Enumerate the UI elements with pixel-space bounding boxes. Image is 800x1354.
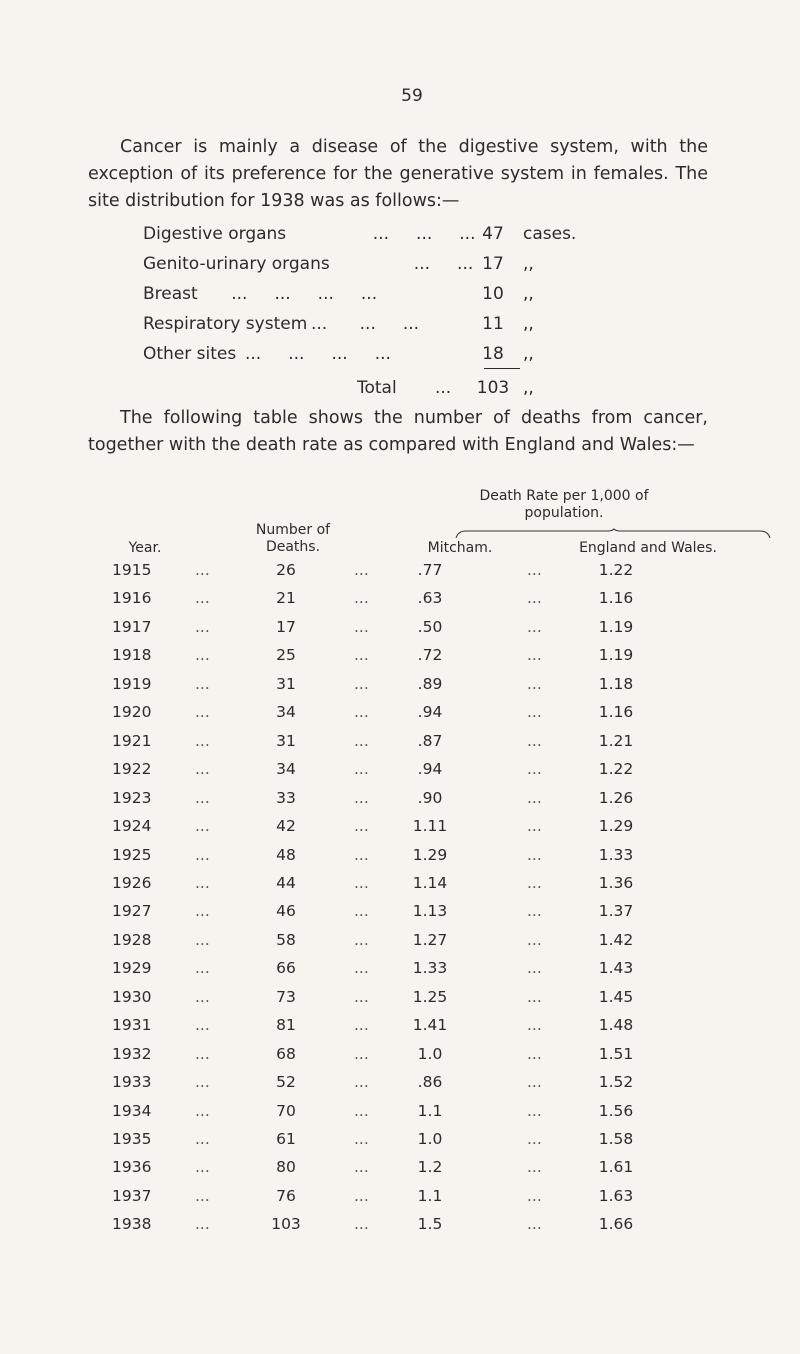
- mitcham-rate-cell: .77: [417, 561, 443, 579]
- leader-dots: ... ... ... ...: [245, 344, 391, 364]
- year-cell: 1932: [112, 1044, 152, 1063]
- england-wales-rate-cell: 1.56: [598, 1101, 634, 1120]
- england-wales-rate-cell: 1.36: [598, 873, 634, 892]
- leader-dots: ...: [527, 817, 542, 836]
- leader-dots: ...: [354, 617, 369, 636]
- england-wales-rate-cell: 1.33: [598, 845, 634, 864]
- leader-dots: ... ... ...: [311, 314, 420, 334]
- leader-dots: ...: [354, 760, 369, 779]
- leader-dots: ...: [195, 617, 210, 636]
- year-cell: 1935: [112, 1130, 152, 1148]
- table-row: [0, 675, 800, 703]
- deaths-cell: 70: [276, 1101, 296, 1120]
- leader-dots: ...: [195, 1101, 210, 1120]
- site-unit: ,,: [523, 378, 534, 398]
- site-row: [143, 254, 743, 280]
- site-label: Genito-urinary organs: [143, 254, 330, 274]
- leader-dots: ...: [354, 1215, 369, 1234]
- leader-dots: ...: [354, 959, 369, 978]
- leader-dots: ...: [354, 873, 369, 892]
- intro-paragraph: Cancer is mainly a disease of the digestive system, with the exception of its preference for the generative system in females. The site distribution for 1938 was as follows:—: [88, 137, 708, 211]
- england-wales-rate-cell: 1.61: [598, 1158, 634, 1177]
- leader-dots: ...: [354, 788, 369, 807]
- leader-dots: ...: [195, 760, 210, 779]
- england-wales-rate-cell: 1.58: [598, 1130, 634, 1148]
- table-row: [0, 1073, 800, 1101]
- leader-dots: ...: [527, 1215, 542, 1234]
- england-wales-rate-cell: 1.19: [598, 617, 634, 636]
- site-unit: cases.: [523, 224, 577, 244]
- england-wales-rate-cell: 1.42: [598, 930, 634, 949]
- mitcham-rate-cell: .72: [417, 646, 443, 665]
- deaths-cell: 31: [276, 674, 296, 693]
- site-unit: ,,: [523, 314, 534, 334]
- leader-dots: ...: [527, 1101, 542, 1120]
- mitcham-column-header: Mitcham.: [427, 540, 493, 556]
- table-row: [0, 789, 800, 817]
- leader-dots: ...: [527, 987, 542, 1006]
- deaths-cell: 34: [276, 760, 296, 779]
- deaths-cell: 25: [276, 646, 296, 665]
- mitcham-rate-cell: .89: [417, 674, 443, 693]
- year-cell: 1937: [112, 1186, 152, 1205]
- leader-dots: ...: [527, 646, 542, 665]
- table-row: [0, 589, 800, 617]
- year-cell: 1930: [112, 987, 152, 1006]
- leader-dots: ...: [527, 959, 542, 978]
- leader-dots: ...: [354, 817, 369, 836]
- table-row: [0, 846, 800, 874]
- deaths-cell: 34: [276, 703, 296, 722]
- deaths-cell: 68: [276, 1044, 296, 1063]
- site-value: 18: [482, 344, 504, 364]
- leader-dots: ...: [527, 1044, 542, 1063]
- mitcham-rate-cell: 1.0: [417, 1130, 443, 1148]
- england-wales-rate-cell: 1.16: [598, 589, 634, 608]
- leader-dots: ...: [354, 1186, 369, 1205]
- mitcham-rate-cell: .90: [417, 788, 443, 807]
- table-row: [0, 1215, 800, 1243]
- deaths-column-header: Number of Deaths.: [255, 522, 331, 555]
- table-row: [0, 959, 800, 987]
- table-row: [0, 1187, 800, 1215]
- table-row: [0, 874, 800, 902]
- england-wales-rate-cell: 1.45: [598, 987, 634, 1006]
- leader-dots: ...: [527, 873, 542, 892]
- england-wales-rate-cell: 1.22: [598, 561, 634, 579]
- leader-dots: ... ... ...: [362, 224, 476, 244]
- year-cell: 1931: [112, 1016, 152, 1035]
- table-row: [0, 931, 800, 959]
- table-row: [0, 646, 800, 674]
- leader-dots: ...: [195, 1186, 210, 1205]
- leader-dots: ...: [527, 902, 542, 921]
- leader-dots: ...: [527, 1016, 542, 1035]
- deaths-cell: 66: [276, 959, 296, 978]
- mitcham-rate-cell: 1.1: [417, 1101, 443, 1120]
- england-wales-rate-cell: 1.22: [598, 760, 634, 779]
- leader-dots: ...: [527, 1186, 542, 1205]
- leader-dots: ...: [195, 1016, 210, 1035]
- england-wales-rate-cell: 1.51: [598, 1044, 634, 1063]
- mitcham-rate-cell: 1.33: [412, 959, 448, 978]
- page-number: 59: [401, 86, 423, 106]
- leader-dots: ...: [527, 788, 542, 807]
- deaths-cell: 80: [276, 1158, 296, 1177]
- leader-dots: ... ...: [403, 254, 474, 274]
- year-cell: 1916: [112, 589, 152, 608]
- year-cell: 1933: [112, 1073, 152, 1092]
- deaths-cell: 44: [276, 873, 296, 892]
- leader-dots: ...: [195, 561, 210, 579]
- leader-dots: ...: [195, 589, 210, 608]
- leader-dots: ...: [527, 760, 542, 779]
- leader-dots: ...: [354, 561, 369, 579]
- england-wales-rate-cell: 1.18: [598, 674, 634, 693]
- deaths-cell: 21: [276, 589, 296, 608]
- leader-dots: ...: [195, 788, 210, 807]
- year-column-header: Year.: [128, 540, 162, 556]
- leader-dots: ...: [354, 731, 369, 750]
- deaths-cell: 33: [276, 788, 296, 807]
- site-label: Digestive organs: [143, 224, 287, 244]
- total-label: Total: [357, 378, 397, 398]
- leader-dots: ...: [195, 873, 210, 892]
- leader-dots: ...: [527, 1158, 542, 1177]
- mitcham-rate-cell: .86: [417, 1073, 443, 1092]
- leader-dots: ...: [195, 731, 210, 750]
- mitcham-rate-cell: 1.25: [412, 987, 448, 1006]
- year-cell: 1920: [112, 703, 152, 722]
- year-cell: 1923: [112, 788, 152, 807]
- mitcham-rate-cell: .94: [417, 760, 443, 779]
- table-row: [0, 618, 800, 646]
- site-label: Other sites: [143, 344, 237, 364]
- leader-dots: ...: [527, 561, 542, 579]
- leader-dots: ...: [195, 845, 210, 864]
- leader-dots: ...: [527, 674, 542, 693]
- mitcham-rate-cell: .87: [417, 731, 443, 750]
- leader-dots: ...: [527, 731, 542, 750]
- site-row: [143, 224, 743, 250]
- deaths-cell: 31: [276, 731, 296, 750]
- deaths-cell: 17: [276, 617, 296, 636]
- year-cell: 1924: [112, 817, 152, 836]
- england-wales-rate-cell: 1.26: [598, 788, 634, 807]
- header-brace: [454, 529, 772, 539]
- mitcham-rate-cell: 1.11: [412, 817, 448, 836]
- mitcham-rate-cell: .94: [417, 703, 443, 722]
- leader-dots: ...: [195, 1044, 210, 1063]
- mitcham-rate-cell: 1.1: [417, 1186, 443, 1205]
- england-wales-column-header: England and Wales.: [579, 540, 717, 556]
- table-row: [0, 902, 800, 930]
- year-cell: 1921: [112, 731, 152, 750]
- leader-dots: ...: [354, 1044, 369, 1063]
- site-unit: ,,: [523, 284, 534, 304]
- table-row: [0, 703, 800, 731]
- leader-dots: ...: [354, 674, 369, 693]
- leader-dots: ...: [354, 589, 369, 608]
- england-wales-rate-cell: 1.66: [598, 1215, 634, 1234]
- leader-dots: ...: [195, 674, 210, 693]
- leader-dots: ...: [195, 646, 210, 665]
- leader-dots: ...: [354, 1130, 369, 1148]
- leader-dots: ...: [354, 1158, 369, 1177]
- england-wales-rate-cell: 1.29: [598, 817, 634, 836]
- year-cell: 1917: [112, 617, 152, 636]
- england-wales-rate-cell: 1.43: [598, 959, 634, 978]
- year-cell: 1929: [112, 959, 152, 978]
- england-wales-rate-cell: 1.16: [598, 703, 634, 722]
- year-cell: 1928: [112, 930, 152, 949]
- leader-dots: ...: [435, 378, 452, 398]
- mitcham-rate-cell: 1.41: [412, 1016, 448, 1035]
- leader-dots: ...: [195, 987, 210, 1006]
- deaths-cell: 103: [271, 1215, 301, 1234]
- table-row: [0, 1158, 800, 1186]
- table-row: [0, 1016, 800, 1044]
- table-row: [0, 817, 800, 845]
- leader-dots: ...: [527, 589, 542, 608]
- deaths-cell: 46: [276, 902, 296, 921]
- mitcham-rate-cell: 1.0: [417, 1044, 443, 1063]
- leader-dots: ...: [354, 987, 369, 1006]
- leader-dots: ...: [354, 703, 369, 722]
- site-row: [143, 314, 743, 340]
- deaths-cell: 58: [276, 930, 296, 949]
- deaths-cell: 61: [276, 1130, 296, 1148]
- table-row: [0, 1102, 800, 1130]
- leader-dots: ...: [195, 930, 210, 949]
- deaths-cell: 73: [276, 987, 296, 1006]
- leader-dots: ...: [354, 930, 369, 949]
- year-cell: 1922: [112, 760, 152, 779]
- year-cell: 1915: [112, 561, 152, 579]
- deaths-cell: 26: [276, 561, 296, 579]
- leader-dots: ...: [195, 703, 210, 722]
- mitcham-rate-cell: 1.14: [412, 873, 448, 892]
- year-cell: 1919: [112, 674, 152, 693]
- mitcham-rate-cell: 1.2: [417, 1158, 443, 1177]
- leader-dots: ...: [527, 1130, 542, 1148]
- leader-dots: ...: [195, 959, 210, 978]
- leader-dots: ...: [354, 845, 369, 864]
- site-row: [143, 284, 743, 310]
- table-row: [0, 988, 800, 1016]
- site-value: 47: [482, 224, 504, 244]
- leader-dots: ...: [527, 1073, 542, 1092]
- leader-dots: ... ... ... ...: [215, 284, 378, 304]
- table-row: [0, 760, 800, 788]
- mitcham-rate-cell: 1.5: [417, 1215, 443, 1234]
- table-row: [0, 1130, 800, 1158]
- year-cell: 1918: [112, 646, 152, 665]
- england-wales-rate-cell: 1.63: [598, 1186, 634, 1205]
- england-wales-rate-cell: 1.19: [598, 646, 634, 665]
- table-row: [0, 561, 800, 589]
- mitcham-rate-cell: .63: [417, 589, 443, 608]
- deaths-cell: 42: [276, 817, 296, 836]
- leader-dots: ...: [195, 902, 210, 921]
- year-cell: 1936: [112, 1158, 152, 1177]
- site-value: 17: [482, 254, 504, 274]
- leader-dots: ...: [527, 703, 542, 722]
- leader-dots: ...: [195, 1073, 210, 1092]
- leader-dots: ...: [195, 817, 210, 836]
- mitcham-rate-cell: .50: [417, 617, 443, 636]
- leader-dots: ...: [354, 902, 369, 921]
- site-unit: ,,: [523, 254, 534, 274]
- table-intro-paragraph: The following table shows the number of deaths from cancer, together with the death rate as compared with England and Wales:—: [88, 408, 708, 455]
- year-cell: 1927: [112, 902, 152, 921]
- england-wales-rate-cell: 1.37: [598, 902, 634, 921]
- england-wales-rate-cell: 1.52: [598, 1073, 634, 1092]
- leader-dots: ...: [354, 1101, 369, 1120]
- leader-dots: ...: [354, 1016, 369, 1035]
- england-wales-rate-cell: 1.21: [598, 731, 634, 750]
- leader-dots: ...: [195, 1130, 210, 1148]
- year-cell: 1938: [112, 1215, 152, 1234]
- year-cell: 1934: [112, 1101, 152, 1120]
- deaths-cell: 76: [276, 1186, 296, 1205]
- leader-dots: ...: [354, 646, 369, 665]
- year-cell: 1926: [112, 873, 152, 892]
- year-cell: 1925: [112, 845, 152, 864]
- mitcham-rate-cell: 1.13: [412, 902, 448, 921]
- site-label: Breast: [143, 284, 198, 304]
- mitcham-rate-cell: 1.27: [412, 930, 448, 949]
- site-label: Respiratory system: [143, 314, 308, 334]
- leader-dots: ...: [354, 1073, 369, 1092]
- deaths-cell: 48: [276, 845, 296, 864]
- england-wales-rate-cell: 1.48: [598, 1016, 634, 1035]
- total-value: 103: [476, 378, 510, 398]
- leader-dots: ...: [195, 1158, 210, 1177]
- site-unit: ,,: [523, 344, 534, 364]
- deaths-cell: 52: [276, 1073, 296, 1092]
- site-row: [143, 344, 743, 370]
- table-row: [0, 732, 800, 760]
- mitcham-rate-cell: 1.29: [412, 845, 448, 864]
- leader-dots: ...: [527, 930, 542, 949]
- leader-dots: ...: [527, 617, 542, 636]
- leader-dots: ...: [527, 845, 542, 864]
- total-row: [143, 378, 743, 404]
- table-row: [0, 1045, 800, 1073]
- deaths-cell: 81: [276, 1016, 296, 1035]
- total-rule: [484, 368, 520, 369]
- leader-dots: ...: [195, 1215, 210, 1234]
- site-value: 11: [482, 314, 504, 334]
- site-value: 10: [482, 284, 504, 304]
- death-rate-group-header: Death Rate per 1,000 of population.: [479, 488, 649, 521]
